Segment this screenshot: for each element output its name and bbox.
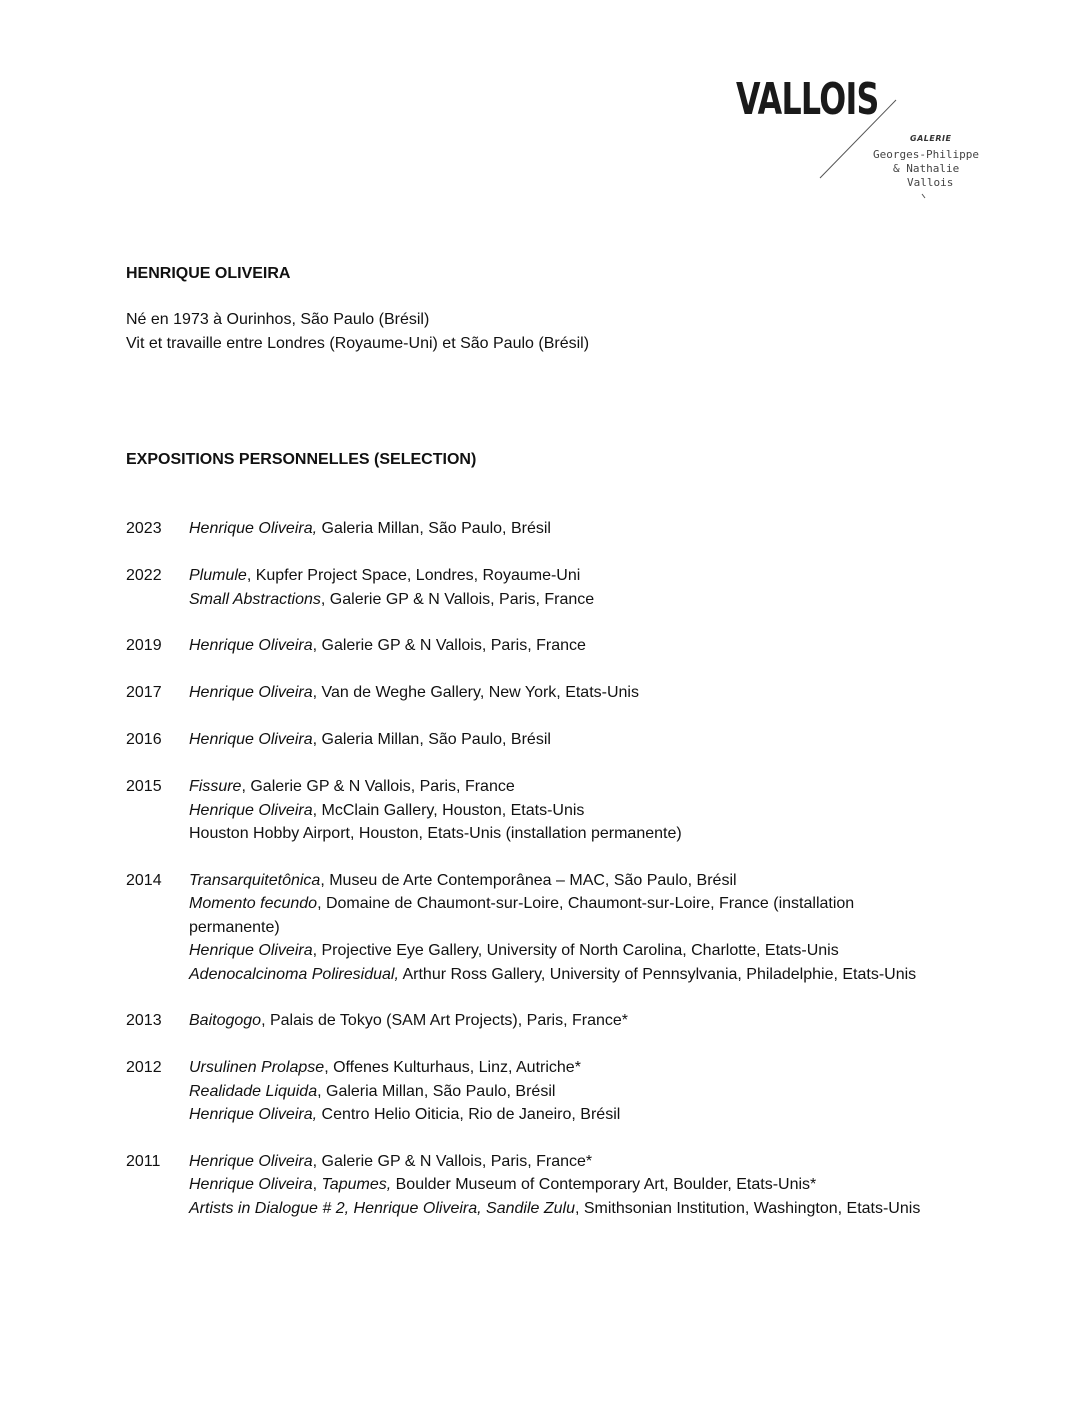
- exhibition-venue: , Galeria Millan, São Paulo, Brésil: [317, 1082, 556, 1100]
- exhibition-lines: [189, 517, 926, 541]
- logo-galerie-label: GALERIE: [910, 134, 952, 143]
- logo-name-line: & Nathalie: [893, 162, 960, 175]
- gallery-logo: [700, 60, 1000, 220]
- logo-name-line: Georges-Philippe: [873, 148, 979, 161]
- exhibition-year: 2012: [126, 1059, 162, 1076]
- exhibition-title: Henrique Oliveira: [189, 1176, 313, 1193]
- exhibition-lines: [189, 1150, 926, 1221]
- exhibition-venue: ,: [312, 1176, 322, 1193]
- exhibition-line: [189, 517, 926, 541]
- exhibition-entry: [126, 775, 926, 846]
- exhibition-title: Henrique Oliveira: [189, 942, 313, 959]
- exhibition-year: 2014: [126, 871, 162, 889]
- exhibition-line: [189, 634, 926, 658]
- exhibition-line: [189, 1056, 926, 1080]
- exhibition-year: 2013: [126, 1012, 162, 1029]
- exhibition-lines: [189, 728, 926, 752]
- logo-wordmark: VALLOIS: [736, 74, 879, 125]
- exhibition-line: [189, 1080, 926, 1104]
- exhibition-entry: [126, 1009, 926, 1033]
- exhibition-title: Henrique Oliveira: [189, 637, 313, 654]
- exhibition-venue: , Palais de Tokyo (SAM Art Projects), Paris, France*: [261, 1012, 629, 1029]
- exhibition-venue: , Galerie GP & N Vallois, Paris, France: [241, 778, 515, 795]
- exhibition-entry: [126, 517, 926, 541]
- exhibition-lines: [189, 1056, 926, 1127]
- exhibition-line: [189, 1173, 926, 1197]
- exhibition-line: [189, 1009, 926, 1033]
- exhibition-entry: [126, 1056, 926, 1127]
- exhibition-year: 2022: [126, 567, 162, 584]
- exhibition-entry: [126, 681, 926, 705]
- exhibition-venue: , Galerie GP & N Vallois, Paris, France*: [312, 1152, 593, 1170]
- exhibition-entry: [126, 1150, 926, 1221]
- exhibition-venue: , Galerie GP & N Vallois, Paris, France: [320, 590, 595, 608]
- exhibition-venue: , Domaine de Chaumont-sur-Loire, Chaumont-sur-Loire, France (installation permanente): [189, 895, 855, 936]
- exhibition-venue: Boulder Museum of Contemporary Art, Boulder, Etats-Unis*: [391, 1176, 817, 1193]
- exhibition-line: [189, 963, 926, 987]
- exhibition-venue: , Kupfer Project Space, Londres, Royaume-Uni: [246, 567, 581, 584]
- exhibition-entry: [126, 634, 926, 658]
- exhibition-title: Realidade Liquida: [189, 1082, 318, 1100]
- exhibition-line: [189, 939, 926, 963]
- exhibition-title: Henrique Oliveira,: [189, 1106, 318, 1123]
- exhibition-title: Baitogogo: [189, 1012, 262, 1029]
- exhibition-line: [189, 681, 926, 705]
- artist-name-heading: HENRIQUE OLIVEIRA: [126, 265, 291, 282]
- exhibition-venue: , Van de Weghe Gallery, New York, Etats-Unis: [312, 684, 639, 701]
- exhibition-title: Transarquitetônica: [189, 871, 321, 889]
- exhibition-entry: [126, 728, 926, 752]
- exhibition-entry: [126, 869, 926, 987]
- exhibition-title: Henrique Oliveira,: [189, 520, 318, 537]
- exhibition-title: Plumule: [189, 567, 247, 584]
- exhibition-title: Henrique Oliveira: [189, 684, 313, 701]
- exhibition-line: [189, 775, 926, 799]
- exhibition-title: Ursulinen Prolapse: [189, 1059, 325, 1076]
- exhibition-year: 2019: [126, 637, 162, 654]
- exhibition-venue: Centro Helio Oiticia, Rio de Janeiro, Brésil: [317, 1106, 621, 1123]
- exhibition-venue: Arthur Ross Gallery, University of Pennsylvania, Philadelphie, Etats-Unis: [398, 965, 917, 983]
- exhibition-title: Momento fecundo: [189, 895, 318, 912]
- exhibition-venue: , Smithsonian Institution, Washington, Etats-Unis: [574, 1199, 921, 1217]
- exhibition-entry: [126, 564, 926, 611]
- exhibition-line: [189, 728, 926, 752]
- exhibition-line: [189, 1150, 926, 1174]
- exhibition-lines: [189, 869, 926, 987]
- exhibition-list: [126, 517, 926, 1220]
- exhibition-year: 2016: [126, 731, 162, 748]
- exhibition-year: 2011: [126, 1152, 161, 1170]
- exhibition-title: Adenocalcinoma Poliresidual,: [189, 965, 399, 983]
- section-title: EXPOSITIONS PERSONNELLES (SELECTION): [126, 451, 477, 468]
- logo-name-line: Vallois: [907, 176, 954, 189]
- exhibition-line: [189, 799, 926, 823]
- bio-birth-line: Né en 1973 à Ourinhos, São Paulo (Brésil): [126, 311, 430, 328]
- exhibition-title: Artists in Dialogue # 2, Henrique Oliveira, Sandile Zulu: [189, 1199, 575, 1217]
- exhibition-title: Henrique Oliveira: [189, 731, 313, 748]
- artist-bio: [126, 308, 926, 356]
- exhibition-line: [189, 1103, 926, 1127]
- exhibition-venue: , Galerie GP & N Vallois, Paris, France: [312, 637, 586, 654]
- exhibition-title: Henrique Oliveira: [189, 801, 313, 819]
- exhibition-venue: , Galeria Millan, São Paulo, Brésil: [312, 731, 551, 748]
- exhibition-line: [189, 564, 926, 588]
- exhibition-venue: , Offenes Kulturhaus, Linz, Autriche*: [324, 1059, 581, 1076]
- cv-document: [126, 262, 926, 1243]
- exhibition-title: Fissure: [189, 778, 242, 795]
- bio-residence-line: Vit et travaille entre Londres (Royaume-Uni) et São Paulo (Brésil): [126, 335, 590, 352]
- exhibition-line: [189, 1197, 926, 1221]
- exhibition-venue: , Museu de Arte Contemporânea – MAC, São Paulo, Brésil: [320, 871, 737, 889]
- exhibition-year: 2017: [126, 684, 162, 701]
- exhibition-lines: [189, 564, 926, 611]
- exhibition-title: Henrique Oliveira: [189, 1152, 313, 1170]
- exhibition-year: 2023: [126, 520, 162, 537]
- exhibition-lines: [189, 775, 926, 846]
- exhibition-line: [189, 892, 926, 939]
- exhibition-title: Tapumes,: [321, 1176, 392, 1193]
- exhibition-venue: , McClain Gallery, Houston, Etats-Unis: [312, 801, 585, 819]
- exhibition-line: [189, 822, 926, 846]
- exhibition-year: 2015: [126, 778, 162, 795]
- exhibition-lines: [189, 681, 926, 705]
- exhibition-line: [189, 869, 926, 893]
- exhibition-venue: , Projective Eye Gallery, University of North Carolina, Charlotte, Etats-Unis: [312, 942, 839, 959]
- exhibition-line: [189, 588, 926, 612]
- exhibition-venue: Galeria Millan, São Paulo, Brésil: [317, 520, 551, 537]
- exhibition-lines: [189, 1009, 926, 1033]
- exhibition-lines: [189, 634, 926, 658]
- exhibition-venue: Houston Hobby Airport, Houston, Etats-Unis (installation permanente): [189, 825, 682, 842]
- exhibition-title: Small Abstractions: [189, 590, 321, 608]
